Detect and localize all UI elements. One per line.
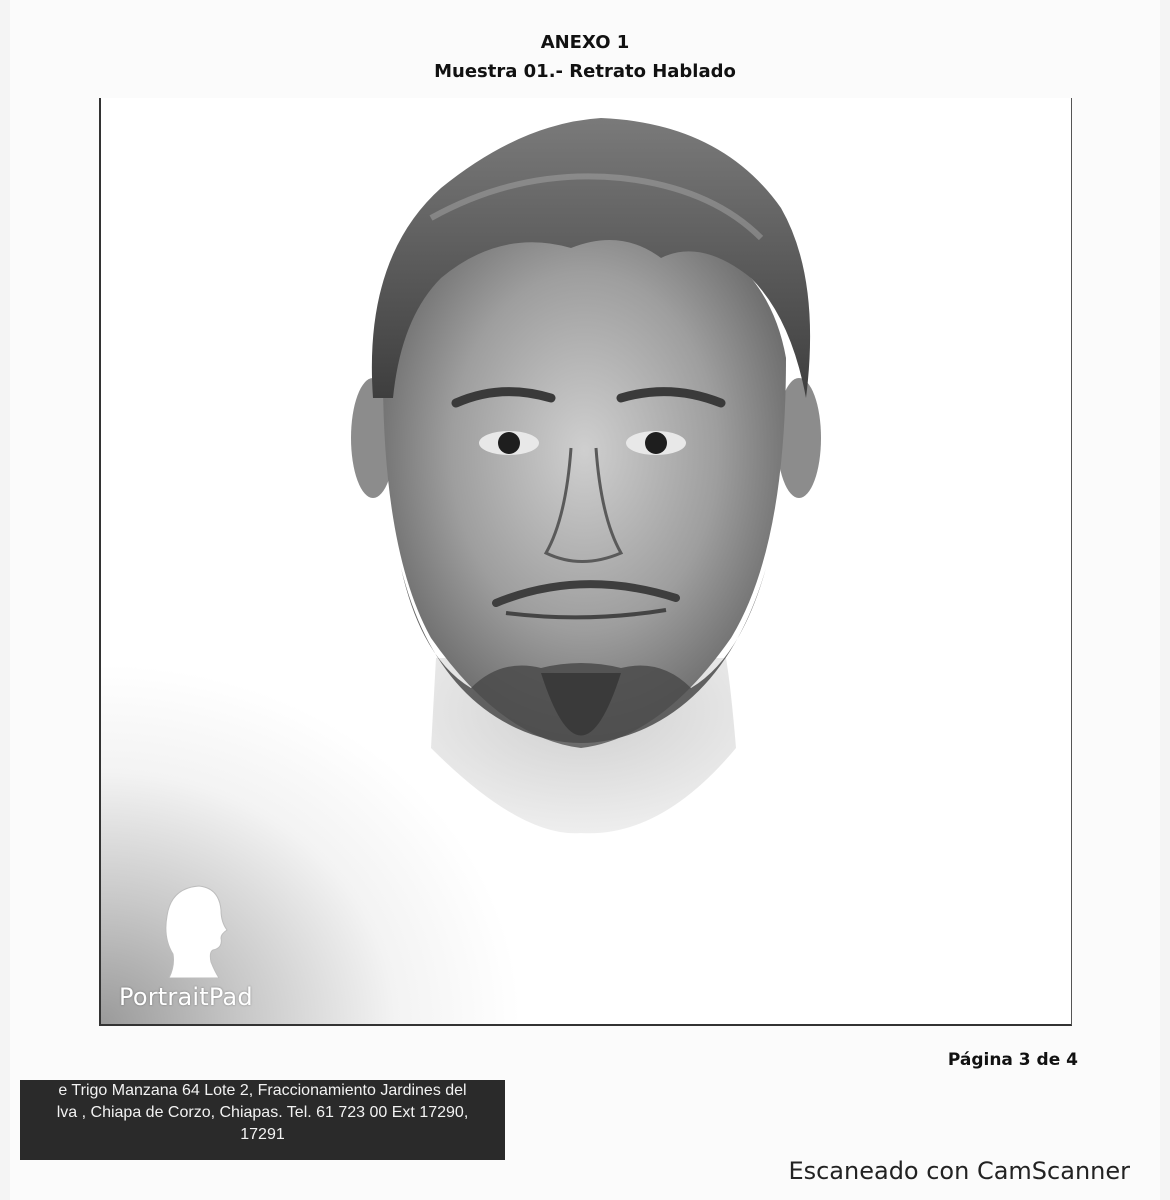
- composite-sketch-portrait: [101, 98, 1071, 1024]
- address-line: 17291: [240, 1126, 285, 1143]
- head-silhouette-icon: [161, 878, 231, 978]
- portraitpad-brand: PortraitPad: [119, 983, 253, 1011]
- camscanner-watermark: Escaneado con CamScanner: [788, 1157, 1130, 1185]
- address-line: lva , Chiapa de Corzo, Chiapas. Tel. 61 723 00 Ext 17290,: [56, 1104, 469, 1121]
- address-block: [20, 1080, 505, 1160]
- document-heading: ANEXO 1: [540, 32, 630, 53]
- document-subheading: Muestra 01.- Retrato Hablado: [434, 61, 736, 82]
- portrait-frame: [99, 98, 1072, 1026]
- page-number: Página 3 de 4: [947, 1050, 1078, 1070]
- address-line: e Trigo Manzana 64 Lote 2, Fraccionamiento Jardines del: [58, 1082, 467, 1099]
